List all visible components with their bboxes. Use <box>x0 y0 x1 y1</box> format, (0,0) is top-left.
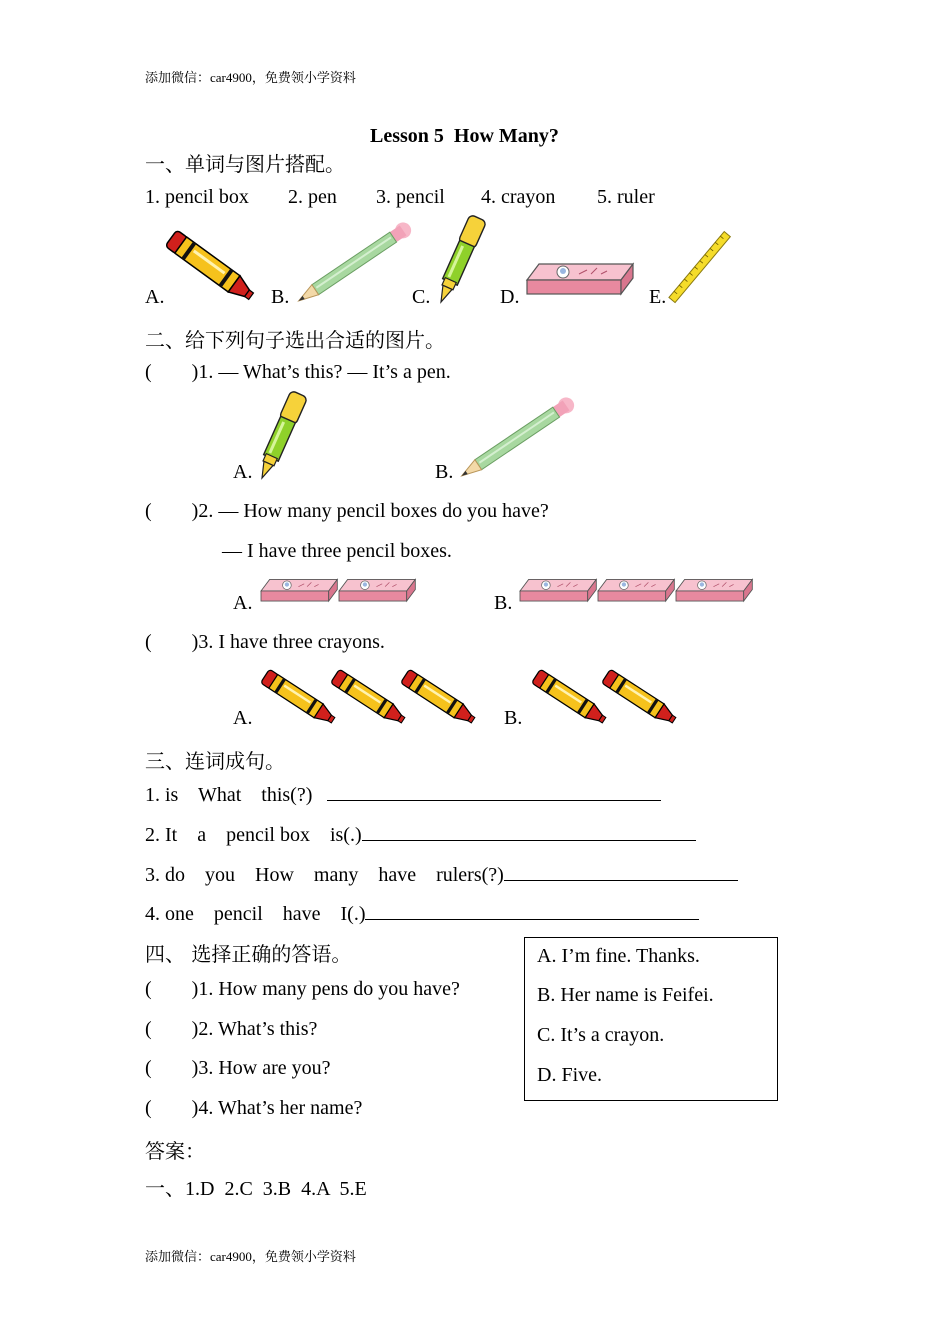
section1-heading: 一、单词与图片搭配。 <box>145 152 345 176</box>
s4-option-d: D. Five. <box>537 1064 602 1086</box>
three-pencil-boxes-image <box>520 578 754 610</box>
s1-option-d: D. <box>500 286 520 308</box>
word-1: 1. pencil box <box>145 186 249 208</box>
answers-heading: 答案： <box>145 1139 205 1163</box>
word-2: 2. pen <box>288 186 337 208</box>
s3-item-4-words: 4. one pencil have I(.) <box>145 903 366 925</box>
s3-item-3-words: 3. do you How many have rulers(?) <box>145 864 504 886</box>
three-crayons-image <box>259 666 473 728</box>
answer-blank[interactable] <box>365 901 699 920</box>
s2-q1-option-a: A. <box>233 461 253 483</box>
s3-item-4 <box>145 901 699 926</box>
section4-heading: 四、 选择正确的答语。 <box>145 942 352 966</box>
two-pencil-boxes-image <box>261 578 417 610</box>
s2-q1: ( )1. — What’s this? — It’s a pen. <box>145 361 451 383</box>
s1-option-c: C. <box>412 286 431 308</box>
s2-q2-option-a: A. <box>233 592 253 614</box>
pen-image <box>256 398 316 482</box>
answer-blank[interactable] <box>327 782 661 801</box>
worksheet-title: Lesson 5 How Many? <box>370 125 559 147</box>
s3-item-1 <box>145 782 661 807</box>
pencil-box-image <box>527 262 637 302</box>
s4-question-2: ( )2. What’s this? <box>145 1018 318 1040</box>
s2-q3: ( )3. I have three crayons. <box>145 631 385 653</box>
word-5: 5. ruler <box>597 186 655 208</box>
section2-heading: 二、给下列句子选出合适的图片。 <box>145 328 445 352</box>
ruler-image <box>668 234 728 306</box>
s2-q2-option-b: B. <box>494 592 513 614</box>
s4-option-c: C. It’s a crayon. <box>537 1024 665 1046</box>
s4-question-4: ( )4. What’s her name? <box>145 1097 363 1119</box>
page-footer: 添加微信：car4900，免费领小学资料 <box>145 1249 356 1264</box>
crayon-image <box>165 228 255 306</box>
s3-item-2-words: 2. It a pencil box is(.) <box>145 824 362 846</box>
s2-q3-option-b: B. <box>504 707 523 729</box>
answer-blank[interactable] <box>362 822 696 841</box>
pencil-image <box>295 230 405 310</box>
s1-option-a: A. <box>145 286 165 308</box>
s4-question-3: ( )3. How are you? <box>145 1057 331 1079</box>
s2-q3-option-a: A. <box>233 707 253 729</box>
pencil-image <box>458 405 568 485</box>
s3-item-3 <box>145 862 738 887</box>
word-4: 4. crayon <box>481 186 556 208</box>
s3-item-2 <box>145 822 696 847</box>
s2-q2: ( )2. — How many pencil boxes do you have? <box>145 500 549 522</box>
s1-option-e: E. <box>649 286 667 308</box>
answers-line-1: 一、1.D 2.C 3.B 4.A 5.E <box>145 1178 367 1200</box>
answer-blank[interactable] <box>504 862 738 881</box>
s1-option-b: B. <box>271 286 290 308</box>
two-crayons-image <box>530 666 674 728</box>
s4-option-a: A. I’m fine. Thanks. <box>537 945 700 967</box>
s4-option-b: B. Her name is Feifei. <box>537 984 714 1006</box>
section3-heading: 三、连词成句。 <box>145 749 285 773</box>
page-header: 添加微信：car4900，免费领小学资料 <box>145 70 356 85</box>
s3-item-1-words: 1. is What this(?) <box>145 784 313 806</box>
s4-question-1: ( )1. How many pens do you have? <box>145 978 460 1000</box>
pen-image <box>435 222 495 306</box>
s2-q2-answer-line: — I have three pencil boxes. <box>222 540 452 562</box>
word-3: 3. pencil <box>376 186 445 208</box>
s2-q1-option-b: B. <box>435 461 454 483</box>
